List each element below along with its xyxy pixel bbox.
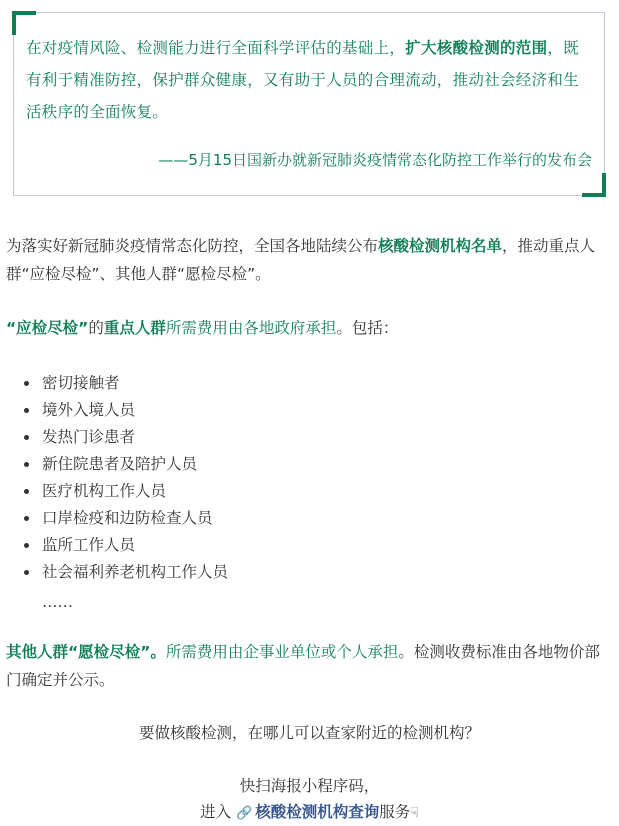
intro-text: 为落实好新冠肺炎疫情常态化防控，全国各地陆续公布 bbox=[6, 237, 379, 255]
quote-emphasis: 扩大核酸检测的范围 bbox=[405, 39, 548, 57]
priority-group-list bbox=[22, 370, 228, 586]
mini-program-link[interactable]: 核酸检测机构查询 bbox=[255, 803, 380, 821]
pointing-hand-icon: ☟ bbox=[410, 805, 419, 821]
list-item: 密切接触者 bbox=[22, 370, 228, 397]
question-text: 要做核酸检测，在哪儿可以查家附近的检测机构？ bbox=[138, 724, 480, 742]
quote-box bbox=[13, 12, 605, 196]
cta-line-2 bbox=[0, 800, 619, 826]
cta-line-1: 快扫海报小程序码， bbox=[239, 777, 380, 795]
list-ellipsis: …… bbox=[42, 593, 73, 611]
voluntary-paragraph bbox=[6, 638, 614, 694]
list-item: 监所工作人员 bbox=[22, 532, 228, 559]
link-icon: 🔗 bbox=[236, 806, 253, 821]
list-item: 境外入境人员 bbox=[22, 397, 228, 424]
intro-text-end: ，推动重点人群“应检尽检”、其他人群“愿检尽检”。 bbox=[6, 237, 596, 283]
must-test-tail: 。包括： bbox=[336, 319, 399, 337]
quote-text bbox=[26, 32, 594, 128]
intro-paragraph bbox=[6, 232, 614, 288]
must-test-cost: 所需费用由各地政府承担 bbox=[165, 319, 337, 337]
voluntary-tail: 。检测收费标准由各地物价部门确定并公示。 bbox=[6, 643, 600, 689]
list-item: 新住院患者及陪护人员 bbox=[22, 451, 228, 478]
must-test-de: 的 bbox=[88, 319, 104, 337]
voluntary-cost: 所需费用由企事业单位或个人承担 bbox=[165, 643, 399, 661]
list-item: 口岸检疫和边防检查人员 bbox=[22, 505, 228, 532]
list-item: 发热门诊患者 bbox=[22, 424, 228, 451]
quote-rest: ，既有利于精准防控，保护群众健康，又有助于人员的合理流动，推动社会经济和生活秩序的全面恢复。 bbox=[26, 39, 580, 121]
list-item: 社会福利养老机构工作人员 bbox=[22, 559, 228, 586]
must-test-group: 重点人群 bbox=[103, 319, 166, 337]
voluntary-term: 其他人群“愿检尽检”。 bbox=[6, 643, 166, 661]
must-test-term: “应检尽检” bbox=[6, 319, 89, 337]
cta-suffix: 服务 bbox=[379, 803, 411, 821]
quote-source: ——5月15日国新办就新冠肺炎疫情常态化防控工作举行的发布会 bbox=[158, 151, 592, 169]
cta-enter: 进入 bbox=[200, 803, 232, 821]
intro-highlight: 核酸检测机构名单 bbox=[378, 237, 503, 255]
quote-line-start: 在对疫情风险、检测能力进行全面科学评估的基础上， bbox=[26, 39, 406, 57]
corner-decoration-bottom-right bbox=[582, 173, 606, 197]
must-test-paragraph bbox=[6, 314, 614, 342]
list-item: 医疗机构工作人员 bbox=[22, 478, 228, 505]
